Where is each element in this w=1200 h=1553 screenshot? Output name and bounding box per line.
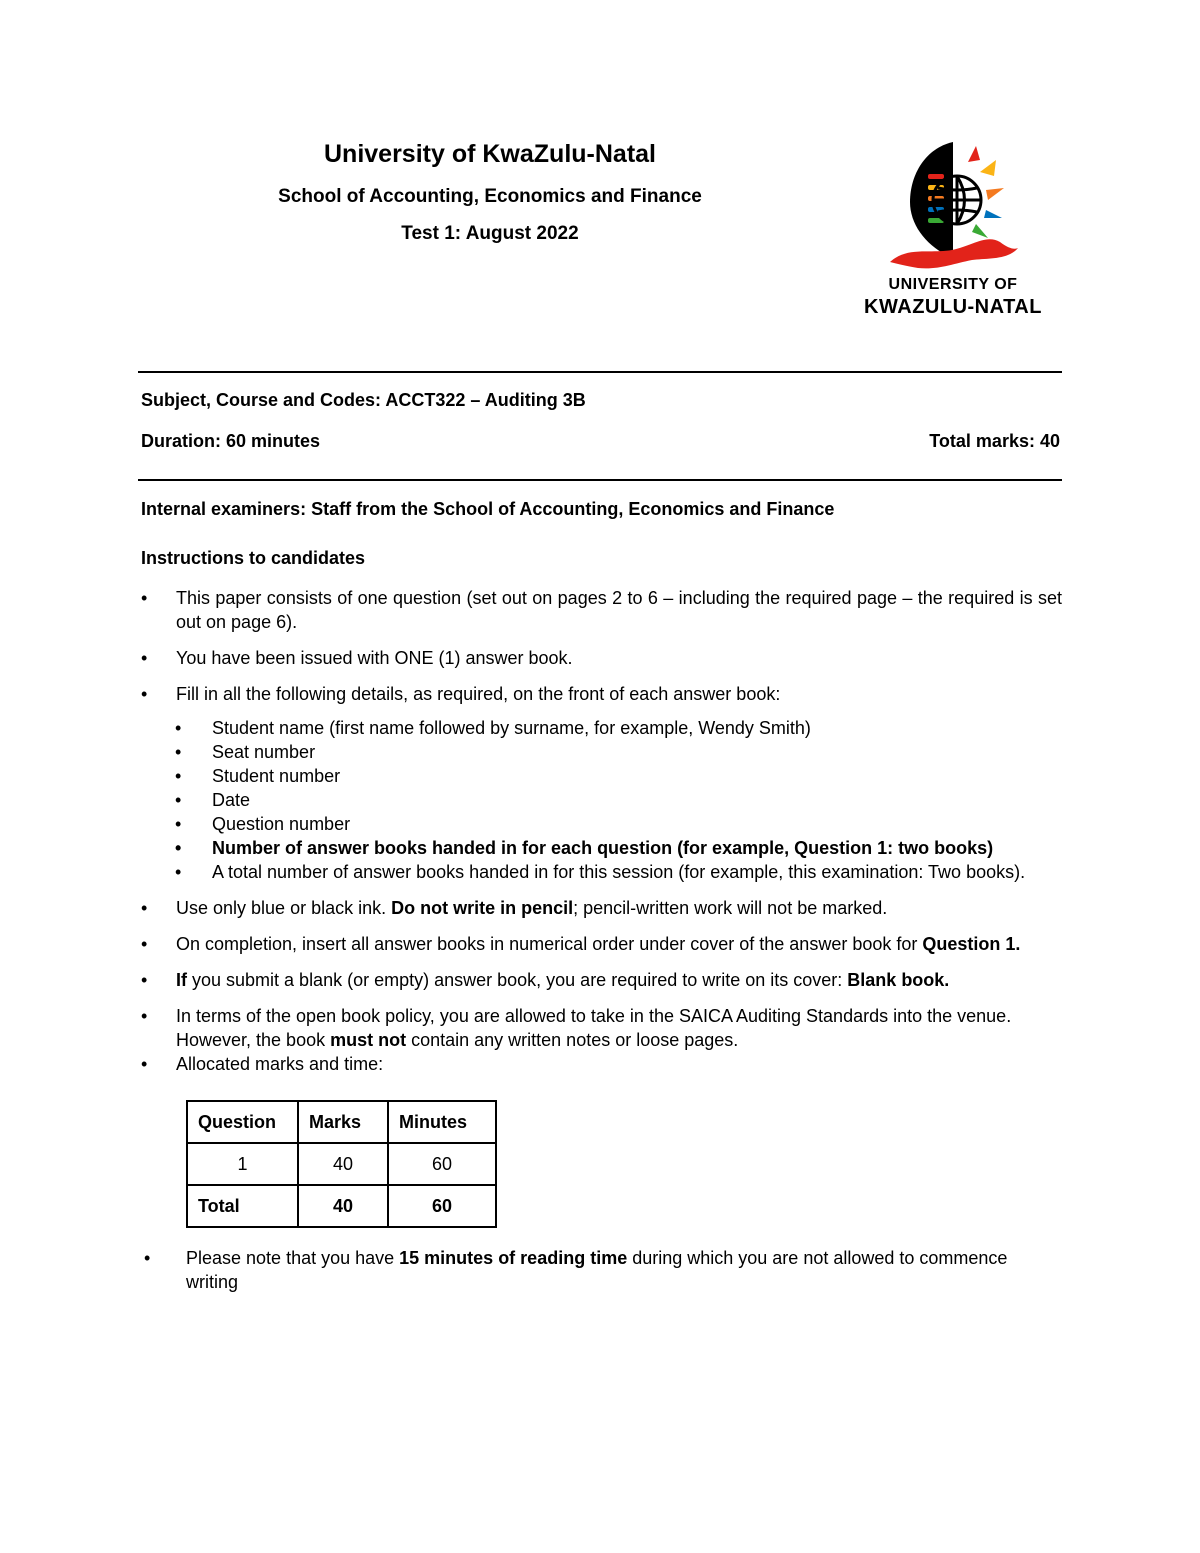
marks-table xyxy=(186,1100,497,1228)
list-item: • Date xyxy=(138,788,1062,812)
list-item: • If you submit a blank (or empty) answer book, you are required to write on its cover: Blank book. xyxy=(138,968,1062,992)
table-header: Question xyxy=(187,1101,298,1143)
list-item: • Allocated marks and time: xyxy=(138,1052,1062,1076)
table-header-row xyxy=(187,1101,496,1143)
table-cell: 40 xyxy=(298,1185,388,1227)
logo-text-university-of: UNIVERSITY OF xyxy=(888,276,1018,293)
table-header: Marks xyxy=(298,1101,388,1143)
table-cell: 40 xyxy=(298,1143,388,1185)
school-name: School of Accounting, Economics and Finance xyxy=(278,186,702,207)
table-cell: 1 xyxy=(187,1143,298,1185)
total-marks-line: Total marks: 40 xyxy=(929,431,1060,451)
list-item: • This paper consists of one question (set out on pages 2 to 6 – including the required page – the required is set out on page 6). xyxy=(138,586,1062,634)
table-total-row xyxy=(187,1185,496,1227)
list-item: • On completion, insert all answer books in numerical order under cover of the answer book for Question 1. xyxy=(138,932,1062,956)
list-item: • Fill in all the following details, as required, on the front of each answer book: xyxy=(138,682,1062,706)
examiners-line: Internal examiners: Staff from the School of Accounting, Economics and Finance xyxy=(141,499,835,519)
list-item: • Please note that you have 15 minutes of reading time during which you are not allowed to commence writing xyxy=(138,1246,1062,1294)
table-row xyxy=(187,1143,496,1185)
divider-top xyxy=(138,371,1062,373)
table-cell: 60 xyxy=(388,1143,496,1185)
list-item: • Student number xyxy=(138,764,1062,788)
table-header: Minutes xyxy=(388,1101,496,1143)
table-cell: 60 xyxy=(388,1185,496,1227)
list-item: • Number of answer books handed in for each question (for example, Question 1: two books) xyxy=(138,836,1062,860)
table-cell: Total xyxy=(187,1185,298,1227)
duration-line: Duration: 60 minutes xyxy=(141,431,321,451)
list-item: • A total number of answer books handed in for this session (for example, this examination: Two books). xyxy=(138,860,1062,884)
list-item: • In terms of the open book policy, you are allowed to take in the SAICA Auditing Standards into the venue. However, the book must not contain any written notes or loose pages. xyxy=(138,1004,1062,1052)
list-item: • Student name (first name followed by surname, for example, Wendy Smith) xyxy=(138,716,1062,740)
logo-text-kwazulu-natal: KWAZULU-NATAL xyxy=(864,296,1042,318)
divider-bottom xyxy=(138,479,1062,481)
instructions-list xyxy=(138,586,1062,1306)
list-item: • You have been issued with ONE (1) answer book. xyxy=(138,646,1062,670)
list-item: • Seat number xyxy=(138,740,1062,764)
instructions-heading: Instructions to candidates xyxy=(141,548,366,568)
university-title: University of KwaZulu-Natal xyxy=(324,140,656,168)
list-item: • Use only blue or black ink. Do not write in pencil; pencil-written work will not be marked. xyxy=(138,896,1062,920)
list-item: • Question number xyxy=(138,812,1062,836)
subject-line: Subject, Course and Codes: ACCT322 – Auditing 3B xyxy=(141,390,586,410)
test-title: Test 1: August 2022 xyxy=(401,223,579,244)
details-sublist xyxy=(138,716,1062,884)
